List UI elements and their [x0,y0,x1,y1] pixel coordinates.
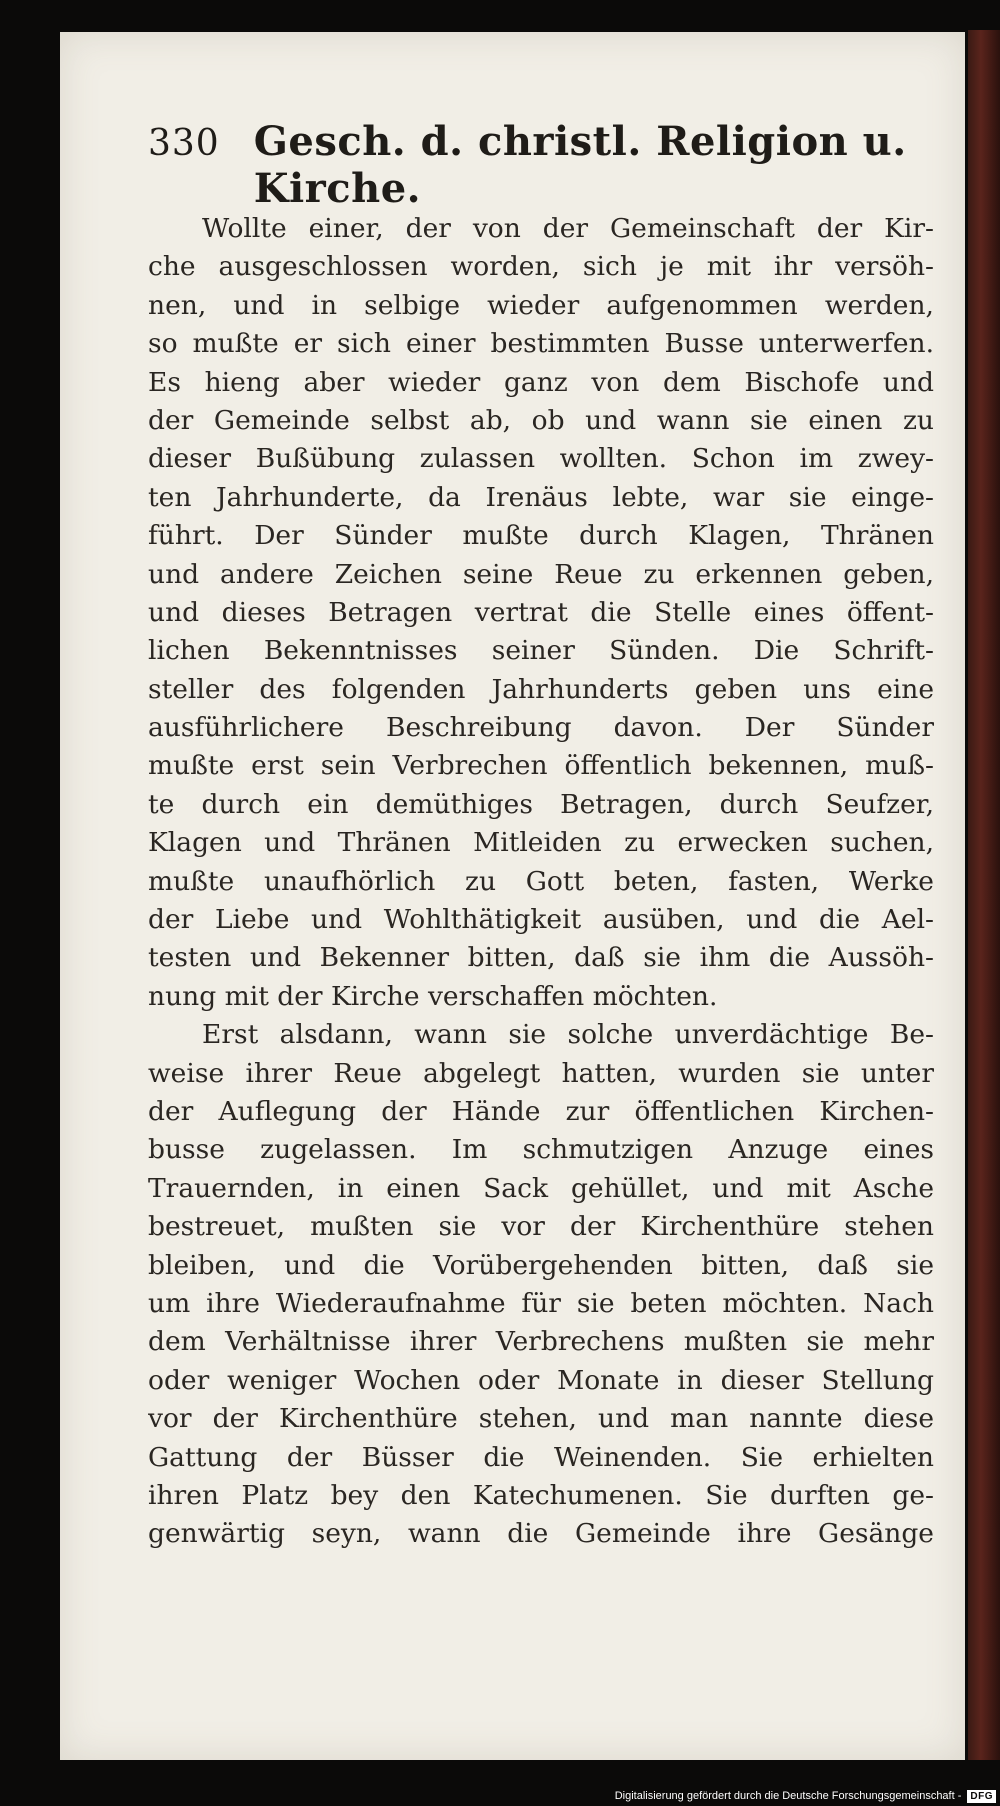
body-text [148,210,934,1554]
text-line: dem Verhältnisse ihrer Verbrechens mußten sie mehr [148,1326,934,1358]
text-line: Wollte einer, der von der Gemeinschaft der Kir- [202,213,934,244]
text-line: führt. Der Sünder mußte durch Klagen, Thränen [148,520,934,552]
text-line: lichen Bekenntnisses seiner Sünden. Die Schrift- [148,635,934,667]
text-line: weise ihrer Reue abgelegt hatten, wurden sie unter [148,1057,934,1089]
text-line: Gattung der Büsser die Weinenden. Sie erhielten [148,1441,934,1473]
text-line: so mußte er sich einer bestimmten Busse unterwerfen. [148,328,934,360]
text-line: steller des folgenden Jahrhunderts geben uns eine [148,673,934,705]
dfg-logo: DFG [967,1790,996,1803]
text-line: mußte unaufhörlich zu Gott beten, fasten, Werke [148,865,934,897]
text-line: dieser Bußübung zulassen wollten. Schon im zwey- [148,443,934,475]
text-line: Klagen und Thränen Mitleiden zu erwecken suchen, [148,827,934,859]
text-line: bestreuet, mußten sie vor der Kirchenthüre stehen [148,1211,934,1243]
text-line: ihren Platz bey den Katechumenen. Sie durften ge- [148,1479,934,1511]
text-line: der Auflegung der Hände zur öffentlichen Kirchen- [148,1095,934,1127]
digitization-credit: Digitalisierung gefördert durch die Deutsche Forschungsgemeinschaft - [614,1790,962,1802]
text-line: Es hieng aber wieder ganz von dem Bischofe und [148,366,934,398]
text-line: che ausgeschlossen worden, sich je mit ihr versöh- [148,251,934,283]
text-line: nung mit der Kirche verschaffen möchten. [148,980,718,1012]
text-line: um ihre Wiederaufnahme für sie beten möchten. Nach [148,1287,934,1319]
page-number: 330 [148,123,220,164]
text-line: und andere Zeichen seine Reue zu erkennen geben, [148,558,934,590]
text-line: ten Jahrhunderte, da Irenäus lebte, war sie einge- [148,481,934,513]
text-line: testen und Bekenner bitten, daß sie ihm die Aussöh- [148,942,934,974]
text-line: der Gemeinde selbst ab, ob und wann sie einen zu [148,404,934,436]
page-header [148,118,928,212]
text-line: vor der Kirchenthüre stehen, und man nannte diese [148,1403,934,1435]
text-line: genwärtig seyn, wann die Gemeinde ihre Gesänge [148,1518,934,1550]
digitization-credit-bar [600,1786,1000,1806]
text-line: der Liebe und Wohlthätigkeit ausüben, und die Ael- [148,904,934,936]
book-spine-edge [968,30,1000,1760]
text-line: ausführlichere Beschreibung davon. Der Sünder [148,712,934,744]
running-head: Gesch. d. christl. Religion u. Kirche. [253,118,907,212]
text-line: Trauernden, in einen Sack gehüllet, und mit Asche [148,1172,934,1204]
text-line: nen, und in selbige wieder aufgenommen werden, [148,289,934,321]
text-line: te durch ein demüthiges Betragen, durch Seufzer, [148,788,934,820]
text-line: bleiben, und die Vorübergehenden bitten, daß sie [148,1249,934,1281]
text-line: busse zugelassen. Im schmutzigen Anzuge eines [148,1134,934,1166]
text-line: oder weniger Wochen oder Monate in dieser Stellung [148,1364,934,1396]
text-line: mußte erst sein Verbrechen öffentlich bekennen, muß- [148,750,934,782]
text-line: Erst alsdann, wann sie solche unverdächtige Be- [202,1019,934,1051]
text-line: und dieses Betragen vertrat die Stelle eines öffent- [148,596,934,628]
